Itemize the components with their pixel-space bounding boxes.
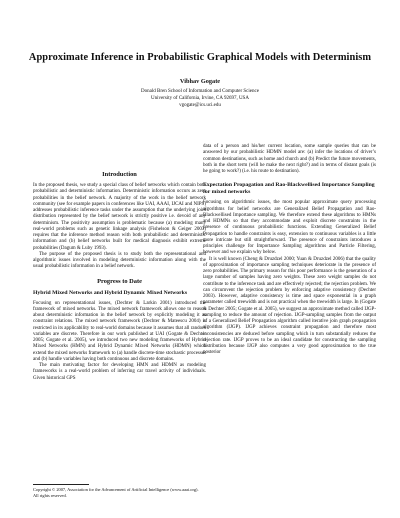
expectation-propagation-paragraph-1: Focusing on algorithmic issues, the most popular approximate query processing algorithms for belief networks are Generalized Belief Propagation and Rao-Blackwellised Importance sampling. We therefore extend these algorithms to HMNs and HDMNs so that they accommodate and exploit discrete constraints in the presence of continuous probabilistic functions. Extending Generalized Belief Propagation to handle constraints is easy, extension to continuous variables is a little more intricate but still straightforward. The presence of constraints introduces a principles challenge for Importance Sampling algorithms and Particle Filtering, however and we explain why below. (203, 200, 376, 256)
copyright-notice: Copyright © 2007, Association for the Advancement of Artificial Intelligence (www.aaai.org). All rights reserved. (33, 487, 199, 498)
author-affiliation (20, 89, 380, 110)
affiliation-university: University of California, Irvine, CA 92697, USA (151, 95, 249, 101)
footnote-rule (33, 484, 89, 485)
introduction-heading: Introduction (102, 171, 137, 178)
introduction-paragraph-1: In the proposed thesis, we study a special class of belief networks which contain both probabilistic and deterministic information. Deterministic information occurs as zero probabilities in the belief network. A majority of the work in the belief network community (see for example papers in conferences like UAI, AAAI, IJCAI and NIPS) addresses probabilistic inference tasks under the assumption that the underlying joint distribution represented by the belief network is strictly positive i.e. devoid of any determinism. The positivity assumption is problematic because (a) modeling many real-world problems such as genetic linkage analysis (Fishelson & Geiger 2003) requires that the inference method reason with both probabilistic and deterministic information and (b) belief networks built for medical diagnosis exhibit extreme probabilities (Dagum & Luby 1993). (33, 183, 206, 251)
hybrid-paragraph-2-continued: data of a person and his/her current location, some sample queries that can be answered by our probabilistic HDMN model are: (a) infer the locations of driver’s common destinations, such as home and church and (b) Predict the future movements, both in the short term (will he make the next right?) and in terms of distant goals (is he going to work?) (i.e. his route to destination). (203, 144, 376, 174)
hybrid-paragraph-2: The main motivating factor for developing HMN and HDMN as modeling frameworks is a real-world problem of inferring car travel activity of individuals. Given historical GPS (33, 363, 206, 381)
expectation-propagation-heading: Expectation Propagation and Rao-Blackwellised Importance Sampling for mixed networks (203, 182, 375, 196)
affiliation-email: vgogate@ics.uci.edu (179, 102, 221, 108)
author-name: Vibhav Gogate (179, 78, 221, 85)
introduction-paragraph-2: The purpose of the proposed thesis is to study both the representational and algorithmic issues involved in modeling deterministic information along with the usual probabilistic information in a belief network. (33, 251, 206, 270)
hybrid-paragraph-1: Focusing on representational issues, (Dechter & Larkin 2001) introduced the framework of mixed networks. The mixed network framework allows one to reason about deterministic information in the belief network by explicitly modeling it as constraint relations. The mixed network framework (Dechter & Mateescu 2004) is restricted in its applicability to real-world domains because it assumes that all random variables are discrete. Therefore in our work published at UAI (Gogate & Dechter 2005; Gogate et al. 2005), we introduced two new modeling frameworks of Hybrid Mixed Networks (HMN) and Hybrid Dynamic Mixed Networks (HDMN) which extend the mixed networks framework to (a) handle discrete-time stochastic processes and (b) handle variables having both continuous and discrete domains. (33, 300, 206, 362)
right-column (203, 144, 376, 357)
left-column (33, 171, 206, 382)
hybrid-networks-heading: Hybrid Mixed Networks and Hybrid Dynamic Mixed Networks (33, 289, 188, 296)
affiliation-school: Donald Bren School of Information and Computer Science (141, 89, 259, 94)
paper-title: Approximate Inference in Probabilistic Graphical Models with Determinism (28, 52, 372, 63)
expectation-propagation-paragraph-2: It is well known (Cheng & Druzdzel 2000; Yuan & Druzdzel 2006) that the quality of approximation of importance sampling techniques deteriorate in the presence of zero probabilities. The primary reason for this poor performance is the generation of a large number of samples having zero weights. These zero weight samples do not contribute to the inference task and are effectively rejected; the rejection problem. We can circumvent the rejection problem by enforcing adaptive consistency (Dechter 2003). However, adaptive consistency is time and space exponential in a graph parameter called treewidth and is not practical when the treewidth is large. In (Gogate & Dechter 2005; Gogate et al. 2005), we suggest an approximate method called IJGP-sampling to reduce the amount of rejection. IJGP-sampling samples from the output of a Generalized Belief Propagation algorithm called iterative join graph propagation algorithm (IJGP). IJGP achieves constraint propagation and therefore most inconsistencies are deduced before sampling which in turn substantially reduces the rejection rate. IJGP proves to be an ideal candidate for constructing the sampling distribution because IJGP also computes a very good approximation to the true posterior (203, 256, 376, 356)
progress-heading: Progress to Date (97, 277, 142, 285)
